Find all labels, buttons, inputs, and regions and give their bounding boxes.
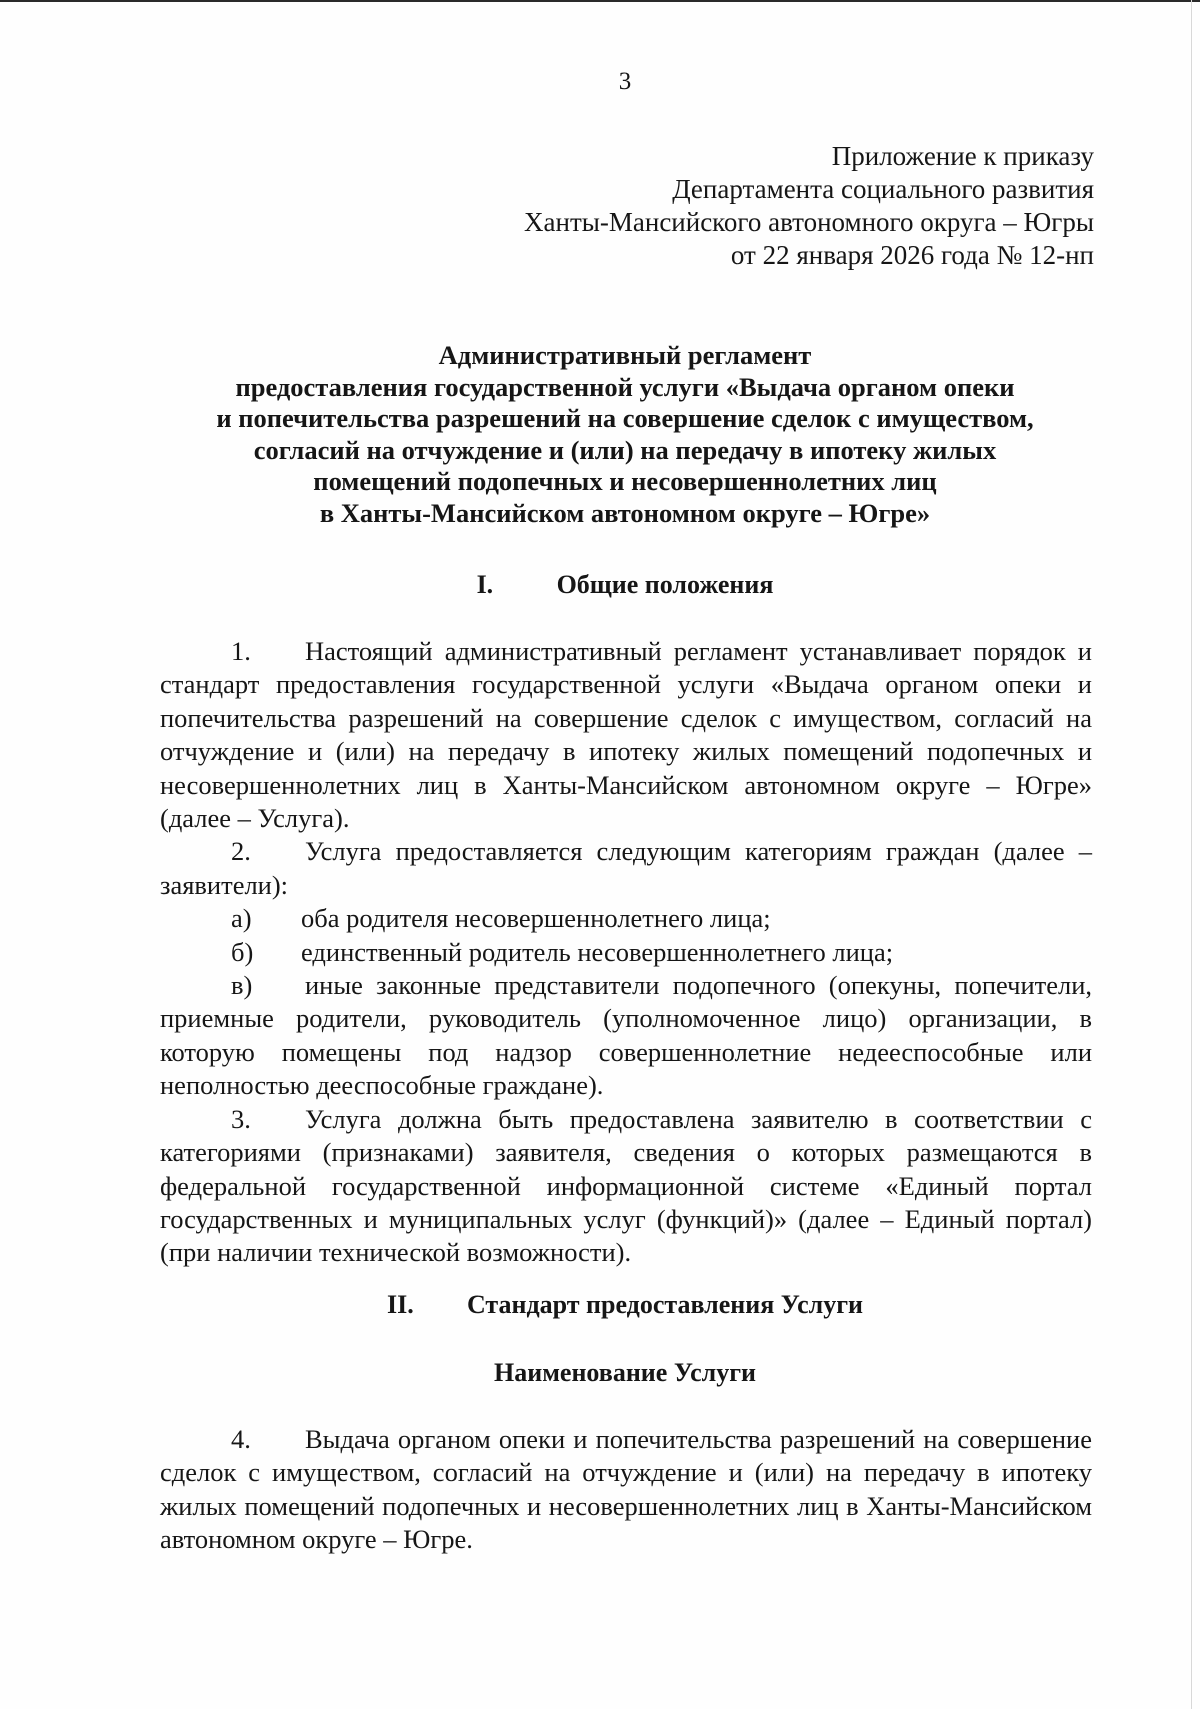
paragraph-text: Настоящий административный регламент устанавливает порядок и стандарт предоставления государственной услуги «Выдача органом опеки и попечительства разрешений на совершение сделок с имуществом, согласий на отчуждение и (или) на передачу в ипотеку жилых помещений подопечных и несовершеннолетних лиц в Ханты-Мансийском автономном округе – Югре» (далее – Услуга). — [160, 636, 1092, 834]
section-1-body — [160, 635, 1092, 1270]
paragraph-number: 4. — [231, 1424, 251, 1454]
paragraph-number: 1. — [231, 636, 251, 666]
title-line: предоставления государственной услуги «Выдача органом опеки — [235, 371, 1015, 402]
paragraph-4 — [160, 1423, 1092, 1557]
title-line: и попечительства разрешений на совершение сделок с имуществом, — [216, 403, 1034, 433]
paragraph-1 — [160, 635, 1092, 835]
appendix-line: от 22 января 2026 года № 12-нп — [730, 240, 1094, 270]
section-title: Стандарт предоставления Услуги — [466, 1290, 863, 1319]
section-1-heading — [145, 570, 1105, 600]
appendix-line: Департамента социального развития — [672, 174, 1094, 204]
list-item-text: оба родителя несовершеннолетнего лица; — [301, 903, 771, 934]
list-item-label: в) — [231, 970, 253, 1001]
section-number: I. — [476, 570, 494, 599]
section-title: Общие положения — [556, 570, 774, 599]
title-line: помещений подопечных и несовершеннолетних лиц — [313, 466, 937, 496]
subsection-heading: Наименование Услуги — [493, 1358, 757, 1387]
title-line: Административный регламент — [438, 340, 812, 370]
appendix-block — [524, 140, 1094, 272]
paragraph-text: Услуга должна быть предоставлена заявителю в соответствии с категориями (признаками) заявителя, сведения о которых размещаются в федеральной государственной информационной системе «Единый портал государственных и муниципальных услуг (функций)» (далее – Единый портал) (при наличии технической возможности). — [160, 1103, 1092, 1268]
paragraph-text: Выдача органом опеки и попечительства разрешений на совершение сделок с имуществом, согласий на отчуждение и (или) на передачу в ипотеку жилых помещений подопечных и несовершеннолетних лиц в Ханты-Мансийском автономном округе – Югре. — [160, 1424, 1092, 1555]
scan-edge-top — [0, 0, 1200, 2]
scan-edge-right — [1191, 0, 1192, 1709]
page-number: 3 — [618, 68, 632, 95]
paragraph-3 — [160, 1103, 1092, 1270]
document-title — [145, 340, 1105, 529]
list-item-text: единственный родитель несовершеннолетнего лица; — [301, 936, 894, 967]
list-item-a — [160, 902, 1092, 935]
section-2-heading — [145, 1290, 1105, 1320]
list-item-b — [160, 936, 1092, 969]
list-item-text: иные законные представители подопечного (опекуны, попечители, приемные родители, руководитель (уполномоченное лицо) организации, в которую помещены под надзор совершеннолетние недееспособные или неполностью дееспособные граждане). — [160, 970, 1092, 1101]
paragraph-text: Услуга предоставляется следующим категориям граждан (далее – заявители): — [160, 836, 1092, 900]
list-item-c — [160, 969, 1092, 1103]
section-number: II. — [386, 1290, 414, 1319]
title-line: в Ханты-Мансийском автономном округе – Югре» — [319, 497, 931, 528]
paragraph-number: 3. — [231, 1103, 251, 1134]
paragraph-number: 2. — [231, 836, 251, 867]
appendix-line: Ханты-Мансийского автономного округа – Югры — [524, 207, 1094, 237]
appendix-line: Приложение к приказу — [831, 141, 1094, 171]
list-item-label: а) — [231, 903, 252, 934]
title-line: согласий на отчуждение и (или) на передачу в ипотеку жилых — [253, 434, 997, 465]
section-2-body — [160, 1423, 1092, 1557]
list-item-label: б) — [231, 936, 254, 967]
paragraph-2 — [160, 835, 1092, 902]
